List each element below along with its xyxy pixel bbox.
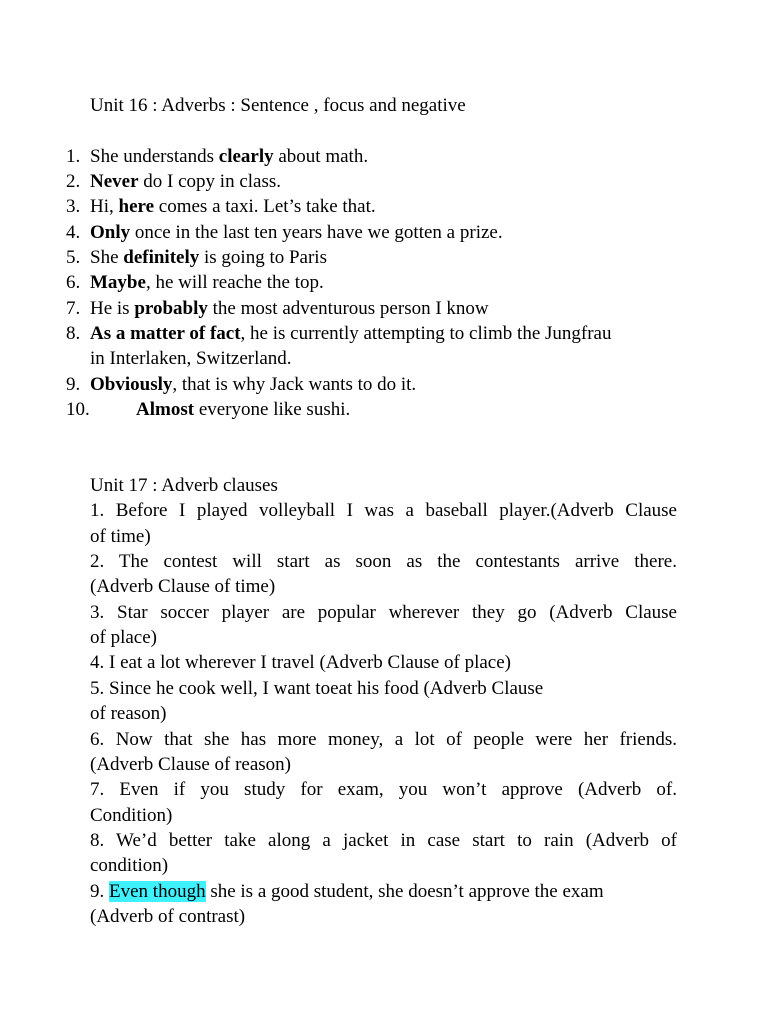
item-number: 1. — [66, 146, 81, 167]
item-text: She — [90, 247, 124, 268]
item-number: 8. — [66, 323, 81, 344]
list-item — [66, 195, 376, 219]
list-item — [66, 145, 369, 169]
clause-line: Condition) — [90, 805, 173, 826]
list-item — [66, 246, 327, 270]
clause-line: (Adverb of contrast) — [90, 906, 246, 927]
clause-line: 4. I eat a lot wherever I travel (Adverb Clause of place) — [90, 652, 511, 673]
adverb: probably — [134, 298, 208, 319]
unit17-title: Unit 17 : Adverb clauses — [90, 475, 278, 496]
item-text: She understands — [90, 146, 219, 167]
item-text: Hi, — [90, 196, 119, 217]
list-item — [66, 322, 612, 346]
item-text: is going to Paris — [199, 247, 327, 268]
item-text: everyone like sushi. — [194, 399, 351, 420]
clause-line: of place) — [90, 627, 157, 648]
list-item — [66, 297, 489, 321]
item-text: comes a taxi. Let’s take that. — [154, 196, 376, 217]
adverb: Never — [90, 171, 139, 192]
clause-line: 8. We’d better take along a jacket in case start to rain (Adverb of — [90, 830, 677, 851]
list-item — [66, 398, 351, 422]
adverb: here — [118, 196, 155, 217]
item-text: , that is why Jack wants to do it. — [172, 374, 417, 395]
item-text: she is a good student, she doesn’t approve the exam — [205, 881, 604, 902]
adverb: As a matter of fact — [90, 323, 241, 344]
clause-line — [90, 880, 677, 904]
item-text: once in the last ten years have we gotten a prize. — [130, 222, 503, 243]
clause-line: of reason) — [90, 703, 167, 724]
item-number: 10. — [66, 399, 90, 420]
item-text: about math. — [273, 146, 369, 167]
clause-line: (Adverb Clause of reason) — [90, 754, 292, 775]
list-item — [66, 170, 282, 194]
item-number: 4. — [66, 222, 81, 243]
item-number: 3. — [66, 196, 81, 217]
clause-line: of time) — [90, 526, 151, 547]
item-text: , he is currently attempting to climb the Jungfrau — [240, 323, 612, 344]
list-item-continuation: in Interlaken, Switzerland. — [90, 348, 292, 369]
clause-line: condition) — [90, 855, 169, 876]
adverb: Only — [90, 222, 131, 243]
adverb: Obviously — [90, 374, 173, 395]
clause-line: (Adverb Clause of time) — [90, 576, 276, 597]
clause-line: 6. Now that she has more money, a lot of people were her friends. — [90, 729, 677, 750]
clause-line: 1. Before I played volleyball I was a baseball player.(Adverb Clause — [90, 500, 677, 521]
clause-line: 5. Since he cook well, I want toeat his food (Adverb Clause — [90, 678, 544, 699]
list-item — [66, 373, 417, 397]
item-number: 2. — [66, 171, 81, 192]
item-number: 5. — [66, 247, 81, 268]
item-number: 9. — [90, 881, 109, 902]
clause-line: 2. The contest will start as soon as the contestants arrive there. — [90, 551, 677, 572]
clause-line: 7. Even if you study for exam, you won’t approve (Adverb of. — [90, 779, 677, 800]
adverb: definitely — [123, 247, 200, 268]
list-item — [66, 221, 503, 245]
item-text: the most adventurous person I know — [207, 298, 489, 319]
item-text: , he will reache the top. — [145, 272, 324, 293]
list-item — [66, 271, 324, 295]
item-number: 9. — [66, 374, 81, 395]
item-number: 6. — [66, 272, 81, 293]
unit16-title: Unit 16 : Adverbs : Sentence , focus and negative — [90, 95, 466, 116]
item-number: 7. — [66, 298, 81, 319]
adverb: Almost — [136, 399, 195, 420]
adverb: Maybe — [90, 272, 146, 293]
item-text: He is — [90, 298, 135, 319]
item-text: do I copy in class. — [138, 171, 282, 192]
clause-line: 3. Star soccer player are popular wherever they go (Adverb Clause — [90, 602, 677, 623]
highlighted-text: Even though — [109, 881, 206, 902]
adverb: clearly — [218, 146, 274, 167]
